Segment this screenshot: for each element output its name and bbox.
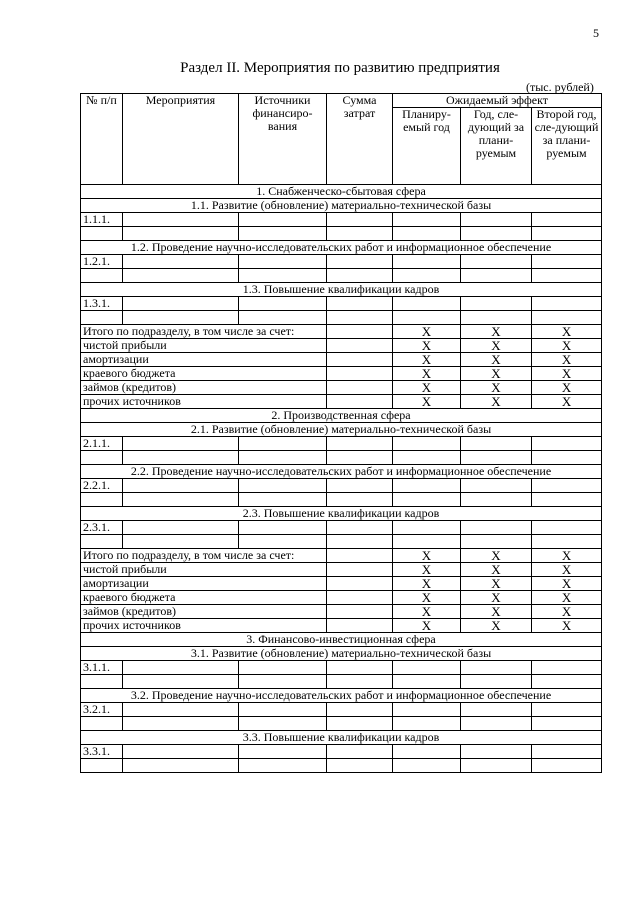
table-row xyxy=(81,493,602,507)
empty-cell xyxy=(239,661,327,675)
x-mark: X xyxy=(393,353,461,367)
empty-cell xyxy=(461,759,532,773)
empty-cell xyxy=(461,213,532,227)
row-number: 3.1.1. xyxy=(81,661,123,675)
x-mark: X xyxy=(532,395,602,409)
total-label: прочих источников xyxy=(81,395,327,409)
empty-cell xyxy=(461,535,532,549)
col-header-cost: Сумма затрат xyxy=(327,94,393,185)
empty-cell xyxy=(532,227,602,241)
empty-cell xyxy=(123,227,239,241)
x-mark: X xyxy=(461,577,532,591)
table-row xyxy=(81,759,602,773)
x-mark: X xyxy=(461,381,532,395)
col-header-next-year: Год, сле-дующий за плани-руемым xyxy=(461,108,532,185)
empty-cell xyxy=(327,325,393,339)
total-label: займов (кредитов) xyxy=(81,605,327,619)
empty-cell xyxy=(239,213,327,227)
row-number: 2.3.1. xyxy=(81,521,123,535)
row-number: 1.2.1. xyxy=(81,255,123,269)
subsection-row xyxy=(81,465,602,479)
x-mark: X xyxy=(393,395,461,409)
total-label: Итого по подразделу, в том числе за счет: xyxy=(81,325,327,339)
row-number: 1.3.1. xyxy=(81,297,123,311)
empty-cell xyxy=(461,703,532,717)
empty-cell xyxy=(239,535,327,549)
table-row xyxy=(81,521,602,535)
total-row xyxy=(81,395,602,409)
empty-cell xyxy=(532,255,602,269)
col-header-second-year: Второй год, сле-дующий за плани-руемым xyxy=(532,108,602,185)
empty-cell xyxy=(393,227,461,241)
empty-cell xyxy=(327,563,393,577)
empty-cell xyxy=(327,577,393,591)
empty-cell xyxy=(123,437,239,451)
empty-cell xyxy=(81,675,123,689)
empty-cell xyxy=(393,703,461,717)
empty-cell xyxy=(393,521,461,535)
empty-cell xyxy=(327,395,393,409)
empty-cell xyxy=(239,745,327,759)
section-row xyxy=(81,185,602,199)
empty-cell xyxy=(393,437,461,451)
empty-cell xyxy=(123,255,239,269)
empty-cell xyxy=(393,661,461,675)
empty-cell xyxy=(327,367,393,381)
total-label: чистой прибыли xyxy=(81,563,327,577)
empty-cell xyxy=(327,213,393,227)
page-title: Раздел II. Мероприятия по развитию предприятия xyxy=(180,60,500,76)
empty-cell xyxy=(327,549,393,563)
total-label: краевого бюджета xyxy=(81,367,327,381)
empty-cell xyxy=(393,717,461,731)
empty-cell xyxy=(239,297,327,311)
empty-cell xyxy=(123,745,239,759)
empty-cell xyxy=(123,535,239,549)
subsection-row xyxy=(81,199,602,213)
empty-cell xyxy=(532,213,602,227)
empty-cell xyxy=(327,451,393,465)
x-mark: X xyxy=(532,339,602,353)
section-title: 2. Производственная сфера xyxy=(81,409,602,423)
empty-cell xyxy=(461,311,532,325)
empty-cell xyxy=(327,605,393,619)
table-row xyxy=(81,437,602,451)
empty-cell xyxy=(239,227,327,241)
empty-cell xyxy=(239,255,327,269)
empty-cell xyxy=(393,759,461,773)
x-mark: X xyxy=(461,395,532,409)
empty-cell xyxy=(461,745,532,759)
empty-cell xyxy=(461,227,532,241)
empty-cell xyxy=(81,717,123,731)
row-number: 2.2.1. xyxy=(81,479,123,493)
x-mark: X xyxy=(532,605,602,619)
total-row xyxy=(81,367,602,381)
table-row xyxy=(81,675,602,689)
row-number: 2.1.1. xyxy=(81,437,123,451)
row-number: 3.2.1. xyxy=(81,703,123,717)
total-row xyxy=(81,549,602,563)
empty-cell xyxy=(327,675,393,689)
empty-cell xyxy=(532,703,602,717)
empty-cell xyxy=(239,675,327,689)
empty-cell xyxy=(327,269,393,283)
empty-cell xyxy=(327,661,393,675)
empty-cell xyxy=(123,213,239,227)
col-header-num: № п/п xyxy=(81,94,123,185)
empty-cell xyxy=(461,437,532,451)
x-mark: X xyxy=(461,325,532,339)
empty-cell xyxy=(532,437,602,451)
section-title: 1. Снабженческо-сбытовая сфера xyxy=(81,185,602,199)
empty-cell xyxy=(239,437,327,451)
empty-cell xyxy=(123,451,239,465)
x-mark: X xyxy=(532,563,602,577)
empty-cell xyxy=(532,297,602,311)
empty-cell xyxy=(81,493,123,507)
empty-cell xyxy=(532,479,602,493)
empty-cell xyxy=(461,661,532,675)
empty-cell xyxy=(327,619,393,633)
section-row xyxy=(81,633,602,647)
subsection-row xyxy=(81,731,602,745)
empty-cell xyxy=(461,479,532,493)
empty-cell xyxy=(327,437,393,451)
table-row xyxy=(81,479,602,493)
table-row xyxy=(81,535,602,549)
total-row xyxy=(81,577,602,591)
x-mark: X xyxy=(393,577,461,591)
empty-cell xyxy=(239,521,327,535)
x-mark: X xyxy=(532,367,602,381)
empty-cell xyxy=(123,703,239,717)
x-mark: X xyxy=(461,353,532,367)
table-row xyxy=(81,297,602,311)
subsection-row xyxy=(81,507,602,521)
empty-cell xyxy=(393,535,461,549)
table-row xyxy=(81,703,602,717)
x-mark: X xyxy=(393,619,461,633)
x-mark: X xyxy=(393,381,461,395)
empty-cell xyxy=(532,759,602,773)
empty-cell xyxy=(81,535,123,549)
empty-cell xyxy=(461,255,532,269)
x-mark: X xyxy=(532,549,602,563)
empty-cell xyxy=(81,759,123,773)
table-row xyxy=(81,745,602,759)
empty-cell xyxy=(123,269,239,283)
empty-cell xyxy=(393,479,461,493)
total-row xyxy=(81,381,602,395)
table-row xyxy=(81,255,602,269)
empty-cell xyxy=(81,269,123,283)
empty-cell xyxy=(461,675,532,689)
table-row xyxy=(81,717,602,731)
empty-cell xyxy=(393,311,461,325)
empty-cell xyxy=(81,451,123,465)
x-mark: X xyxy=(532,619,602,633)
subsection-row xyxy=(81,647,602,661)
empty-cell xyxy=(123,661,239,675)
empty-cell xyxy=(123,759,239,773)
empty-cell xyxy=(532,675,602,689)
empty-cell xyxy=(239,717,327,731)
x-mark: X xyxy=(461,563,532,577)
x-mark: X xyxy=(461,591,532,605)
total-label: амортизации xyxy=(81,353,327,367)
empty-cell xyxy=(123,493,239,507)
empty-cell xyxy=(327,339,393,353)
empty-cell xyxy=(327,591,393,605)
x-mark: X xyxy=(393,605,461,619)
total-row xyxy=(81,325,602,339)
empty-cell xyxy=(532,661,602,675)
total-row xyxy=(81,353,602,367)
empty-cell xyxy=(123,311,239,325)
empty-cell xyxy=(532,269,602,283)
subsection-title: 1.2. Проведение научно-исследовательских работ и информационное обеспечение xyxy=(81,241,602,255)
table-row xyxy=(81,213,602,227)
empty-cell xyxy=(327,493,393,507)
x-mark: X xyxy=(532,353,602,367)
x-mark: X xyxy=(532,381,602,395)
empty-cell xyxy=(327,521,393,535)
col-header-effect: Ожидаемый эффект xyxy=(393,94,602,108)
subsection-row xyxy=(81,241,602,255)
empty-cell xyxy=(123,521,239,535)
empty-cell xyxy=(327,479,393,493)
x-mark: X xyxy=(532,325,602,339)
section-row xyxy=(81,409,602,423)
empty-cell xyxy=(123,479,239,493)
table-body xyxy=(81,185,602,773)
x-mark: X xyxy=(461,619,532,633)
empty-cell xyxy=(327,745,393,759)
row-number: 3.3.1. xyxy=(81,745,123,759)
x-mark: X xyxy=(393,339,461,353)
empty-cell xyxy=(81,311,123,325)
x-mark: X xyxy=(532,591,602,605)
table-row xyxy=(81,311,602,325)
x-mark: X xyxy=(393,549,461,563)
empty-cell xyxy=(123,675,239,689)
empty-cell xyxy=(461,297,532,311)
empty-cell xyxy=(393,213,461,227)
empty-cell xyxy=(327,535,393,549)
empty-cell xyxy=(327,311,393,325)
subsection-row xyxy=(81,283,602,297)
x-mark: X xyxy=(393,563,461,577)
empty-cell xyxy=(532,451,602,465)
empty-cell xyxy=(532,311,602,325)
total-row xyxy=(81,591,602,605)
total-label: Итого по подразделу, в том числе за счет: xyxy=(81,549,327,563)
empty-cell xyxy=(393,493,461,507)
empty-cell xyxy=(327,381,393,395)
col-header-sources: Источники финансиро-вания xyxy=(239,94,327,185)
empty-cell xyxy=(327,703,393,717)
empty-cell xyxy=(239,759,327,773)
empty-cell xyxy=(461,451,532,465)
empty-cell xyxy=(327,717,393,731)
total-label: краевого бюджета xyxy=(81,591,327,605)
total-row xyxy=(81,339,602,353)
empty-cell xyxy=(393,745,461,759)
total-label: чистой прибыли xyxy=(81,339,327,353)
table-row xyxy=(81,269,602,283)
empty-cell xyxy=(532,717,602,731)
row-number: 1.1.1. xyxy=(81,213,123,227)
x-mark: X xyxy=(393,367,461,381)
x-mark: X xyxy=(532,577,602,591)
x-mark: X xyxy=(461,367,532,381)
subsection-title: 3.2. Проведение научно-исследовательских работ и информационное обеспечение xyxy=(81,689,602,703)
x-mark: X xyxy=(461,339,532,353)
empty-cell xyxy=(461,521,532,535)
x-mark: X xyxy=(393,591,461,605)
empty-cell xyxy=(393,297,461,311)
page-number: 5 xyxy=(593,26,599,40)
table-row xyxy=(81,227,602,241)
total-label: амортизации xyxy=(81,577,327,591)
empty-cell xyxy=(393,451,461,465)
empty-cell xyxy=(532,745,602,759)
section-title: 3. Финансово-инвестиционная сфера xyxy=(81,633,602,647)
subsection-title: 2.3. Повышение квалификации кадров xyxy=(81,507,602,521)
units-label: (тыс. рублей) xyxy=(526,80,594,94)
empty-cell xyxy=(327,227,393,241)
empty-cell xyxy=(327,297,393,311)
empty-cell xyxy=(327,255,393,269)
empty-cell xyxy=(393,269,461,283)
total-row xyxy=(81,563,602,577)
total-row xyxy=(81,619,602,633)
empty-cell xyxy=(393,255,461,269)
subsection-title: 1.1. Развитие (обновление) материально-технической базы xyxy=(81,199,602,213)
col-header-event: Мероприятия xyxy=(123,94,239,185)
total-label: займов (кредитов) xyxy=(81,381,327,395)
empty-cell xyxy=(327,353,393,367)
empty-cell xyxy=(123,717,239,731)
events-table xyxy=(80,93,602,773)
table-row xyxy=(81,661,602,675)
empty-cell xyxy=(532,521,602,535)
total-row xyxy=(81,605,602,619)
subsection-row xyxy=(81,423,602,437)
subsection-row xyxy=(81,689,602,703)
empty-cell xyxy=(532,493,602,507)
empty-cell xyxy=(81,227,123,241)
empty-cell xyxy=(532,535,602,549)
x-mark: X xyxy=(461,549,532,563)
empty-cell xyxy=(461,269,532,283)
empty-cell xyxy=(239,451,327,465)
col-header-planned: Планиру-емый год xyxy=(393,108,461,185)
subsection-title: 2.1. Развитие (обновление) материально-технической базы xyxy=(81,423,602,437)
subsection-title: 1.3. Повышение квалификации кадров xyxy=(81,283,602,297)
empty-cell xyxy=(327,759,393,773)
empty-cell xyxy=(239,479,327,493)
empty-cell xyxy=(461,493,532,507)
empty-cell xyxy=(239,311,327,325)
empty-cell xyxy=(461,717,532,731)
empty-cell xyxy=(123,297,239,311)
empty-cell xyxy=(239,703,327,717)
x-mark: X xyxy=(461,605,532,619)
empty-cell xyxy=(239,269,327,283)
subsection-title: 3.1. Развитие (обновление) материально-технической базы xyxy=(81,647,602,661)
subsection-title: 3.3. Повышение квалификации кадров xyxy=(81,731,602,745)
x-mark: X xyxy=(393,325,461,339)
empty-cell xyxy=(393,675,461,689)
subsection-title: 2.2. Проведение научно-исследовательских работ и информационное обеспечение xyxy=(81,465,602,479)
empty-cell xyxy=(239,493,327,507)
table-row xyxy=(81,451,602,465)
total-label: прочих источников xyxy=(81,619,327,633)
